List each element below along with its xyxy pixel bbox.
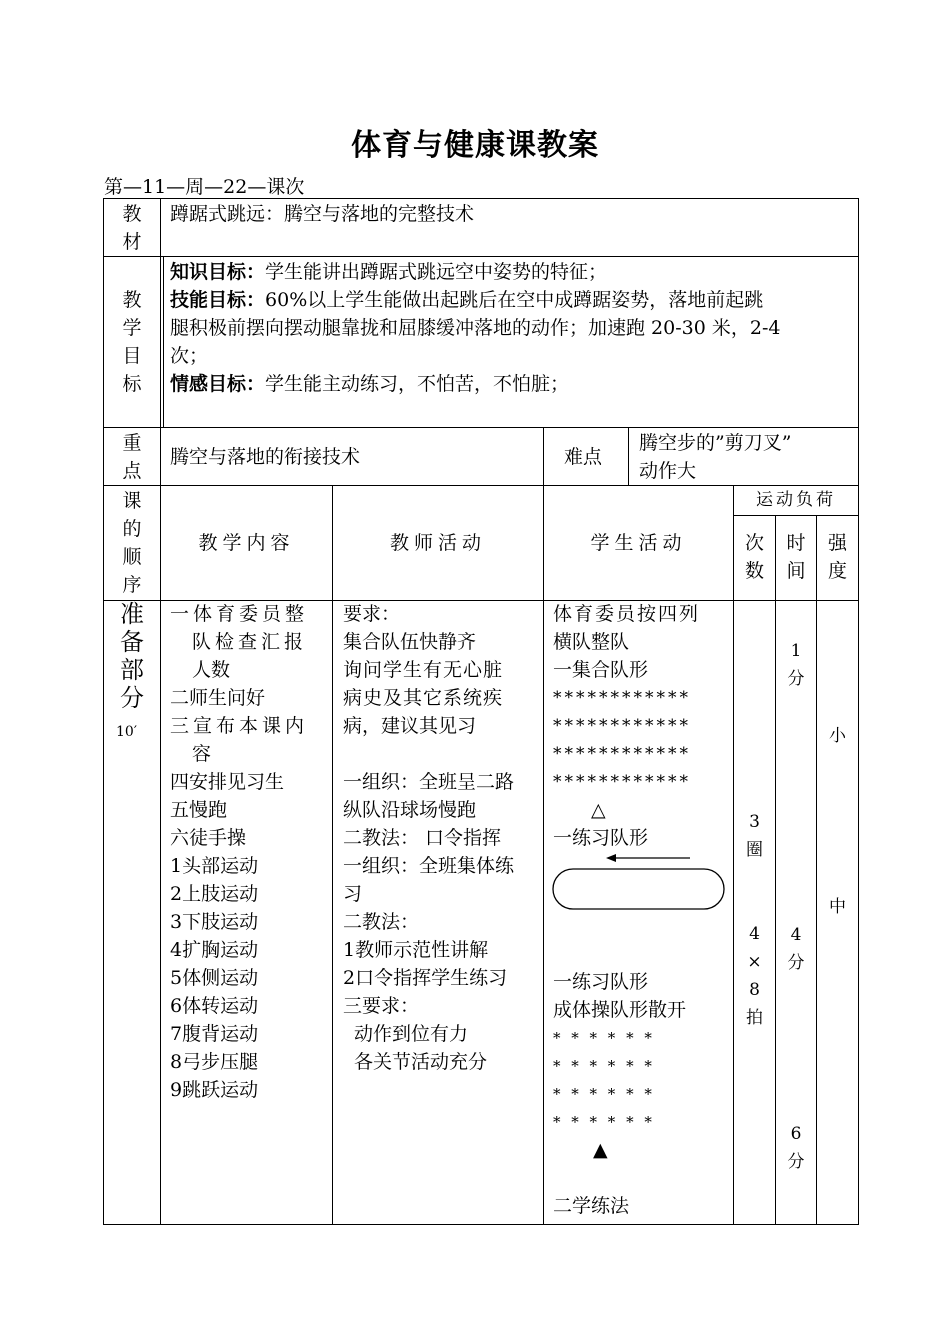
times-values: 3 圈 4 × 8 拍 bbox=[746, 812, 763, 1028]
week-session-line: 第—11—周—22—课次 bbox=[104, 176, 305, 198]
times-header: 次 数 bbox=[744, 532, 764, 582]
content-list: 一体育委员整 队检查汇报 人数 二师生问好 三宣布本课内 容 四安排见习生 五慢跑 六徒手操 1头部运动 2上肢运动 3下肢运动 4扩胸运动 5体侧运动 6体转运动 7腹背运动 8弓步压腿 9跳跃运动 bbox=[170, 603, 309, 1101]
intensity-value-2: 中 bbox=[829, 897, 846, 917]
objectives-label: 教 学 目 标 bbox=[122, 289, 142, 395]
emotion-objective: 情感目标：学生能主动练习，不怕苦，不怕脏； bbox=[170, 373, 570, 395]
difficulty-label: 难点 bbox=[564, 446, 603, 468]
order-header: 课 的 顺 序 bbox=[122, 490, 142, 596]
gym-formation-stars: * * * * * * bbox=[553, 1029, 655, 1047]
teaching-material-content: 蹲踞式跳远：腾空与落地的完整技术 bbox=[170, 203, 475, 225]
student-header: 学生活动 bbox=[590, 532, 687, 554]
teacher-header: 教师活动 bbox=[389, 532, 486, 554]
duration-header: 时 间 bbox=[786, 532, 806, 582]
student-activity-2: 一练习队形 成体操队形散开 * * * * * * * * * * * * * * * * * * * * * * * * ▲ 二学练法 bbox=[553, 968, 731, 1220]
intensity-header: 强 度 bbox=[827, 532, 847, 582]
key-point-content: 腾空与落地的衔接技术 bbox=[170, 446, 361, 468]
content-header: 教学内容 bbox=[198, 532, 295, 554]
duration-value-2: 4 分 bbox=[787, 925, 805, 973]
arrow-left-icon bbox=[606, 854, 616, 862]
formation-stars: ************ bbox=[553, 688, 691, 708]
objectives-content: 知识目标：学生能讲出蹲踞式跳远空中姿势的特征； 技能目标：60%以上学生能做出起跳后在空中成蹲踞姿势，落地前起跳 腿积极前摆向摆动腿靠拢和屈膝缓冲落地的动作；加速跑 20-30 米，2-4 次； 情感目标：学生能主动练习，不怕苦，不怕脏； bbox=[170, 258, 852, 398]
intensity-value-1: 小 bbox=[829, 726, 846, 746]
knowledge-objective: 知识目标：学生能讲出蹲踞式跳远空中姿势的特征； bbox=[170, 261, 608, 283]
section-time: 10′ bbox=[116, 724, 137, 740]
track-oval bbox=[553, 869, 724, 909]
skill-objective: 技能目标：60%以上学生能做出起跳后在空中成蹲踞姿势，落地前起跳 bbox=[170, 289, 764, 311]
teacher-position-filled-icon: ▲ bbox=[593, 1139, 608, 1161]
duration-value-3: 6 分 bbox=[787, 1124, 805, 1172]
key-point-label: 重 点 bbox=[122, 432, 142, 482]
teaching-material-label: 教 材 bbox=[122, 203, 142, 253]
student-activity: 体育委员按四列 横队整队 一集合队形 ************ ************ ************ ************ △ 一练习队形 bbox=[553, 600, 731, 852]
duration-value-1: 1 分 bbox=[787, 641, 805, 689]
load-header: 运动负荷 bbox=[756, 490, 836, 510]
difficulty-content: 腾空步的”剪刀叉” 动作大 bbox=[639, 432, 792, 482]
teacher-activity: 要求： 集合队伍快静齐 询问学生有无心脏 病史及其它系统疾 病，建议其见习 一组织：全班呈二路 纵队沿球场慢跑 二教法： 口令指挥 一组织：全班集体练 习 二教法： 1教师示范性讲解 2口令指挥学生练习 三要求： 动作到位有力 各关节活动充分 bbox=[343, 603, 515, 1073]
running-track-diagram bbox=[550, 850, 730, 912]
section-name: 准 备 部 分 bbox=[120, 600, 144, 712]
page-title: 体育与健康课教案 bbox=[351, 128, 599, 163]
teacher-position-icon: △ bbox=[591, 799, 606, 821]
